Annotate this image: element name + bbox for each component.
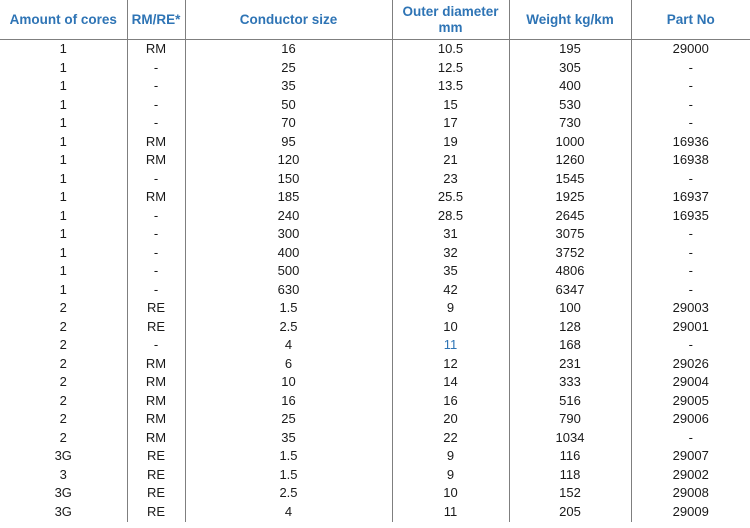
cell-part-no: 29000 xyxy=(631,40,750,59)
cell-outer-diameter: 23 xyxy=(392,170,509,189)
table-row xyxy=(0,77,750,96)
cell-part-no: - xyxy=(631,225,750,244)
cell-weight: 128 xyxy=(509,318,631,337)
cell-part-no: 16935 xyxy=(631,207,750,226)
table-row xyxy=(0,207,750,226)
cell-conductor-size: 25 xyxy=(185,59,392,78)
cell-conductor-size: 4 xyxy=(185,503,392,522)
cell-weight: 333 xyxy=(509,373,631,392)
cell-amount-of-cores: 2 xyxy=(59,300,67,316)
cell-weight: 231 xyxy=(509,355,631,374)
table-row xyxy=(0,447,750,466)
cell-rm-re: - xyxy=(127,207,185,226)
cell-outer-diameter: 16 xyxy=(392,392,509,411)
table-row xyxy=(0,429,750,448)
cell-weight: 400 xyxy=(509,77,631,96)
cell-amount-of-cores: 1 xyxy=(59,263,67,279)
table-row xyxy=(0,188,750,207)
cell-weight: 790 xyxy=(509,410,631,429)
cell-weight: 2645 xyxy=(509,207,631,226)
header-outer-diameter xyxy=(392,0,509,40)
cell-amount-of-cores: 3 xyxy=(59,466,67,482)
table-row xyxy=(0,244,750,263)
cell-outer-diameter: 9 xyxy=(392,299,509,318)
table-body xyxy=(0,40,750,522)
cell-outer-diameter: 10 xyxy=(392,484,509,503)
cell-amount-of-cores: 2 xyxy=(59,355,67,371)
cell-conductor-size: 2.5 xyxy=(185,484,392,503)
cell-rm-re: RE xyxy=(127,318,185,337)
cell-amount-of-cores: 1 xyxy=(59,41,67,57)
cell-conductor-size: 1.5 xyxy=(185,466,392,485)
cell-rm-re: RE xyxy=(127,484,185,503)
header-label-rm-re: RM/RE* xyxy=(131,11,181,27)
cell-rm-re: RM xyxy=(127,355,185,374)
table-row xyxy=(0,392,750,411)
cell-conductor-size: 185 xyxy=(185,188,392,207)
cell-weight: 195 xyxy=(509,40,631,59)
cell-outer-diameter: 10 xyxy=(392,318,509,337)
cell-weight: 530 xyxy=(509,96,631,115)
cell-weight: 730 xyxy=(509,114,631,133)
cell-conductor-size: 70 xyxy=(185,114,392,133)
table-row xyxy=(0,281,750,300)
cell-weight: 152 xyxy=(509,484,631,503)
table-row xyxy=(0,299,750,318)
cell-rm-re: RM xyxy=(127,392,185,411)
cell-conductor-size: 4 xyxy=(185,336,392,355)
cell-rm-re: - xyxy=(127,281,185,300)
cell-weight: 3075 xyxy=(509,225,631,244)
cell-part-no: 29006 xyxy=(631,410,750,429)
cell-conductor-size: 120 xyxy=(185,151,392,170)
cell-part-no: - xyxy=(631,262,750,281)
cell-part-no: - xyxy=(631,59,750,78)
cell-conductor-size: 25 xyxy=(185,410,392,429)
table-row xyxy=(0,355,750,374)
cell-outer-diameter: 32 xyxy=(392,244,509,263)
cell-amount-of-cores: 1 xyxy=(59,59,67,75)
cell-outer-diameter: 13.5 xyxy=(392,77,509,96)
cell-amount-of-cores: 2 xyxy=(59,429,67,445)
cell-outer-diameter: 11 xyxy=(392,336,509,355)
cell-rm-re: - xyxy=(127,170,185,189)
cell-part-no: 16938 xyxy=(631,151,750,170)
table-row xyxy=(0,170,750,189)
cell-conductor-size: 35 xyxy=(185,77,392,96)
cell-outer-diameter: 15 xyxy=(392,96,509,115)
cell-part-no: 29009 xyxy=(631,503,750,522)
cell-part-no: 29003 xyxy=(631,299,750,318)
cell-outer-diameter: 10.5 xyxy=(392,40,509,59)
table-row xyxy=(0,410,750,429)
table-row xyxy=(0,114,750,133)
cell-rm-re: RE xyxy=(127,466,185,485)
cell-rm-re: - xyxy=(127,96,185,115)
cell-outer-diameter: 22 xyxy=(392,429,509,448)
cell-rm-re: - xyxy=(127,77,185,96)
cell-weight: 3752 xyxy=(509,244,631,263)
table-row xyxy=(0,336,750,355)
cell-outer-diameter: 14 xyxy=(392,373,509,392)
cell-outer-diameter: 17 xyxy=(392,114,509,133)
cell-weight: 305 xyxy=(509,59,631,78)
header-amount-of-cores xyxy=(0,0,127,40)
cell-conductor-size: 6 xyxy=(185,355,392,374)
cell-conductor-size: 150 xyxy=(185,170,392,189)
cell-conductor-size: 95 xyxy=(185,133,392,152)
cell-rm-re: RM xyxy=(127,373,185,392)
cell-amount-of-cores: 1 xyxy=(59,78,67,94)
header-rm-re xyxy=(127,0,185,40)
cell-weight: 1260 xyxy=(509,151,631,170)
cell-part-no: - xyxy=(631,429,750,448)
cell-weight: 205 xyxy=(509,503,631,522)
cell-amount-of-cores: 3G xyxy=(54,485,72,501)
table-row xyxy=(0,262,750,281)
table-row xyxy=(0,466,750,485)
cell-conductor-size: 400 xyxy=(185,244,392,263)
header-part-no xyxy=(631,0,750,40)
cell-amount-of-cores: 2 xyxy=(59,337,67,353)
cell-rm-re: - xyxy=(127,59,185,78)
cell-weight: 4806 xyxy=(509,262,631,281)
cell-conductor-size: 300 xyxy=(185,225,392,244)
cell-amount-of-cores: 1 xyxy=(59,189,67,205)
cell-part-no: 29008 xyxy=(631,484,750,503)
cell-amount-of-cores: 3G xyxy=(54,504,72,519)
cell-amount-of-cores: 1 xyxy=(59,281,67,297)
cell-part-no: - xyxy=(631,244,750,263)
header-label-part-no: Part No xyxy=(666,11,715,27)
cell-amount-of-cores: 1 xyxy=(59,207,67,223)
cell-amount-of-cores: 1 xyxy=(59,152,67,168)
cell-conductor-size: 630 xyxy=(185,281,392,300)
cell-outer-diameter: 31 xyxy=(392,225,509,244)
table-row xyxy=(0,373,750,392)
table-header xyxy=(0,0,750,40)
cell-rm-re: RE xyxy=(127,299,185,318)
cell-weight: 1545 xyxy=(509,170,631,189)
cell-part-no: 29026 xyxy=(631,355,750,374)
cell-weight: 116 xyxy=(509,447,631,466)
cell-amount-of-cores: 1 xyxy=(59,226,67,242)
cell-rm-re: RE xyxy=(127,447,185,466)
cell-weight: 6347 xyxy=(509,281,631,300)
cell-conductor-size: 240 xyxy=(185,207,392,226)
table-row xyxy=(0,225,750,244)
cell-weight: 516 xyxy=(509,392,631,411)
cell-outer-diameter: 19 xyxy=(392,133,509,152)
header-label-amount-of-cores: Amount of cores xyxy=(9,11,117,27)
cell-part-no: - xyxy=(631,77,750,96)
cell-part-no: 29001 xyxy=(631,318,750,337)
table-row xyxy=(0,59,750,78)
header-row xyxy=(0,0,750,40)
cell-outer-diameter: 12.5 xyxy=(392,59,509,78)
cell-conductor-size: 16 xyxy=(185,392,392,411)
cell-amount-of-cores: 1 xyxy=(59,96,67,112)
table-row xyxy=(0,133,750,152)
cell-part-no: 29002 xyxy=(631,466,750,485)
cell-rm-re: RM xyxy=(127,188,185,207)
cell-rm-re: - xyxy=(127,225,185,244)
cell-outer-diameter: 35 xyxy=(392,262,509,281)
cell-outer-diameter: 9 xyxy=(392,447,509,466)
cell-rm-re: - xyxy=(127,336,185,355)
cell-weight: 1000 xyxy=(509,133,631,152)
cell-amount-of-cores: 2 xyxy=(59,318,67,334)
cell-rm-re: - xyxy=(127,244,185,263)
cell-part-no: - xyxy=(631,114,750,133)
cell-outer-diameter: 42 xyxy=(392,281,509,300)
cell-part-no: 29004 xyxy=(631,373,750,392)
header-label-conductor-size: Conductor size xyxy=(239,11,338,27)
header-weight xyxy=(509,0,631,40)
cell-conductor-size: 10 xyxy=(185,373,392,392)
cell-part-no: 16936 xyxy=(631,133,750,152)
table-row xyxy=(0,318,750,337)
cell-rm-re: - xyxy=(127,262,185,281)
cell-rm-re: RM xyxy=(127,40,185,59)
cell-conductor-size: 50 xyxy=(185,96,392,115)
cell-conductor-size: 35 xyxy=(185,429,392,448)
table-row xyxy=(0,40,750,59)
table-row xyxy=(0,484,750,503)
cell-amount-of-cores: 2 xyxy=(59,374,67,390)
cell-conductor-size: 1.5 xyxy=(185,447,392,466)
table-row xyxy=(0,96,750,115)
cell-amount-of-cores: 3G xyxy=(54,448,72,464)
cell-outer-diameter: 20 xyxy=(392,410,509,429)
cell-weight: 100 xyxy=(509,299,631,318)
cell-outer-diameter: 9 xyxy=(392,466,509,485)
cell-part-no: - xyxy=(631,336,750,355)
cell-outer-diameter: 12 xyxy=(392,355,509,374)
header-label-outer-diameter: Outer diameter mm xyxy=(402,3,499,35)
cell-rm-re: RM xyxy=(127,429,185,448)
cell-conductor-size: 16 xyxy=(185,40,392,59)
cell-part-no: 29005 xyxy=(631,392,750,411)
cell-part-no: - xyxy=(631,170,750,189)
cell-conductor-size: 2.5 xyxy=(185,318,392,337)
table-row xyxy=(0,503,750,522)
cell-amount-of-cores: 1 xyxy=(59,170,67,186)
table-row xyxy=(0,151,750,170)
cell-part-no: - xyxy=(631,96,750,115)
cell-outer-diameter: 21 xyxy=(392,151,509,170)
cell-rm-re: RM xyxy=(127,151,185,170)
cell-amount-of-cores: 1 xyxy=(59,115,67,131)
cell-amount-of-cores: 1 xyxy=(59,133,67,149)
cell-weight: 1925 xyxy=(509,188,631,207)
cell-rm-re: - xyxy=(127,114,185,133)
cell-outer-diameter: 11 xyxy=(392,503,509,522)
cell-rm-re: RM xyxy=(127,410,185,429)
cell-conductor-size: 1.5 xyxy=(185,299,392,318)
cell-weight: 118 xyxy=(509,466,631,485)
cell-amount-of-cores: 1 xyxy=(59,244,67,260)
header-conductor-size xyxy=(185,0,392,40)
cell-rm-re: RM xyxy=(127,133,185,152)
cell-outer-diameter: 25.5 xyxy=(392,188,509,207)
cell-outer-diameter: 28.5 xyxy=(392,207,509,226)
cell-part-no: 16937 xyxy=(631,188,750,207)
cell-part-no: 29007 xyxy=(631,447,750,466)
cell-rm-re: RE xyxy=(127,503,185,522)
cell-part-no: - xyxy=(631,281,750,300)
cell-weight: 1034 xyxy=(509,429,631,448)
cell-amount-of-cores: 2 xyxy=(59,411,67,427)
cell-amount-of-cores: 2 xyxy=(59,392,67,408)
cell-conductor-size: 500 xyxy=(185,262,392,281)
cell-weight: 168 xyxy=(509,336,631,355)
header-label-weight: Weight kg/km xyxy=(526,11,614,27)
